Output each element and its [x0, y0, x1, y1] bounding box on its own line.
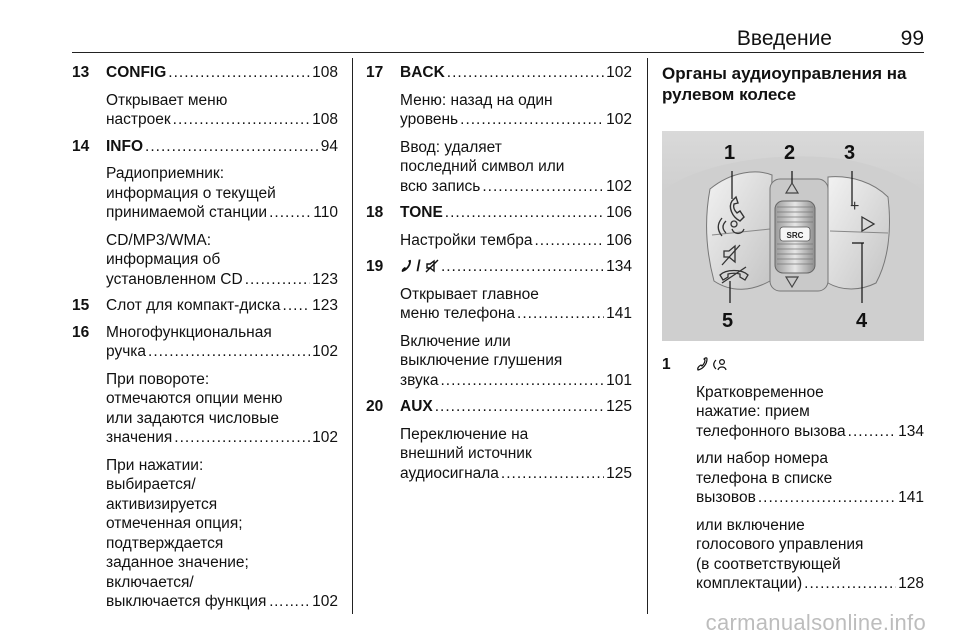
text-line: телефонного вызова: [696, 422, 846, 440]
text-line: всю запись: [400, 177, 481, 195]
text-line: Меню: назад на один: [400, 91, 553, 109]
page-ref: 106: [606, 231, 632, 249]
section-title-line: рулевом колесе: [662, 85, 797, 104]
page-ref: 102: [606, 111, 632, 128]
text-line: последний символ или: [400, 158, 565, 175]
callout-1: 1: [724, 142, 736, 164]
page-ref: 128: [898, 575, 924, 592]
entry-number: 20: [366, 398, 384, 415]
page-ref: 125: [606, 398, 632, 415]
text-line: ручка: [106, 343, 147, 360]
text-line: отмечаются опции меню: [106, 390, 283, 407]
text-line: звука: [400, 371, 439, 389]
page-ref: 102: [606, 64, 632, 81]
page-ref: 123: [312, 270, 338, 288]
text-line: установленном CD: [106, 270, 243, 288]
text-line: Многофункциональная: [106, 323, 272, 341]
entry-paragraph: [400, 138, 632, 197]
text-line: подтверждается: [106, 534, 224, 552]
text-line: принимаемой станции: [106, 204, 268, 221]
entry-paragraph: [106, 91, 338, 130]
entry-18: [366, 203, 632, 250]
page-ref: 123: [312, 297, 338, 314]
column-divider: [647, 58, 648, 614]
text-line: или набор номера: [696, 450, 828, 467]
entry-label: [696, 355, 728, 375]
entry-number: 17: [366, 64, 384, 81]
entry-paragraph: [106, 456, 338, 612]
header-rule: [72, 52, 924, 53]
entry-number: 19: [366, 258, 384, 275]
page-ref: 141: [606, 305, 632, 322]
mute-icon: [425, 259, 439, 273]
entry-paragraph: [696, 383, 924, 442]
entry-paragraph: [400, 285, 632, 324]
text-line: включается/: [106, 573, 194, 591]
page-ref: 110: [313, 204, 338, 221]
entry-1: [662, 355, 924, 594]
section-title: [662, 63, 924, 105]
entry-13: [72, 63, 338, 130]
steering-wheel-controls-figure: [662, 131, 924, 341]
entry-label: TONE: [400, 204, 443, 221]
text-line: или включение: [696, 516, 805, 534]
page-title: Введение: [736, 27, 832, 50]
page-ref: 102: [312, 343, 338, 360]
entry-paragraph: [106, 231, 338, 290]
entry-14: [72, 137, 338, 290]
entry-19: [366, 257, 632, 390]
callout-4: 4: [856, 310, 868, 332]
text-line: выбирается/: [106, 476, 196, 493]
text-line: информация о текущей: [106, 184, 276, 202]
entry-20: [366, 397, 632, 483]
text-line: комплектации): [696, 575, 803, 592]
entry-number: 18: [366, 204, 384, 221]
entry-number: 13: [72, 64, 90, 81]
callout-2: 2: [784, 142, 796, 164]
page-ref: 108: [312, 64, 338, 81]
entry-paragraph: [696, 516, 924, 594]
text-line: Слот для компакт-диска: [106, 297, 281, 314]
text-line: Включение или: [400, 332, 511, 350]
page-ref: 141: [898, 489, 924, 506]
text-line: меню телефона: [400, 305, 516, 322]
callout-5: 5: [722, 310, 734, 332]
page-ref: 134: [606, 258, 632, 275]
text-line: значения: [106, 429, 173, 446]
entry-16: [72, 323, 338, 612]
text-line: отмеченная опция;: [106, 515, 243, 532]
entry-paragraph: [400, 332, 632, 391]
text-line: Настройки тембра: [400, 231, 533, 249]
watermark: carmanualsonline.info: [705, 610, 926, 635]
column-3: [662, 63, 924, 594]
phone-icon: [400, 259, 412, 273]
src-label: SRC: [786, 231, 804, 240]
page-ref: 101: [606, 371, 632, 389]
phone-icon: [696, 357, 708, 371]
entry-paragraph: [106, 370, 338, 448]
column-1: [72, 63, 338, 612]
page-ref: 134: [898, 422, 924, 440]
text-line: выключается функция: [106, 593, 267, 610]
label-separator: /: [416, 258, 421, 275]
text-line: аудиосигнала: [400, 464, 499, 482]
entry-label: CONFIG: [106, 64, 167, 81]
text-line: телефона в списке: [696, 469, 833, 487]
text-line: внешний источник: [400, 445, 532, 462]
text-line: Переключение на: [400, 425, 529, 443]
column-2: [366, 63, 632, 483]
text-line: CD/MP3/WMA:: [106, 231, 212, 249]
text-line: информация об: [106, 251, 221, 268]
text-line: выключение глушения: [400, 352, 563, 369]
entry-paragraph: [400, 425, 632, 484]
text-line: При повороте:: [106, 370, 210, 388]
entry-label: INFO: [106, 137, 144, 155]
page-ref: 102: [606, 177, 632, 195]
text-line: Открывает главное: [400, 285, 539, 303]
text-line: Ввод: удаляет: [400, 138, 502, 156]
page-ref: 102: [312, 593, 338, 610]
entry-label: [400, 257, 439, 277]
entry-number: 16: [72, 323, 90, 341]
text-line: заданное значение;: [106, 554, 249, 571]
entry-label: AUX: [400, 398, 433, 415]
entry-label: BACK: [400, 64, 445, 81]
entry-paragraph: [696, 449, 924, 508]
text-line: При нажатии:: [106, 456, 204, 474]
text-line: (в соответствующей: [696, 555, 841, 573]
column-divider: [352, 58, 353, 614]
entry-number: 1: [662, 356, 671, 373]
text-line: активизируется: [106, 495, 218, 513]
text-line: настроек: [106, 111, 171, 128]
text-line: Радиоприемник:: [106, 165, 225, 182]
page-ref: 106: [606, 204, 632, 221]
text-line: уровень: [400, 111, 459, 128]
text-line: Открывает меню: [106, 91, 228, 109]
text-line: Кратковременное: [696, 383, 824, 401]
page-ref: 108: [312, 111, 338, 128]
entry-number: 14: [72, 137, 90, 155]
entry-paragraph: [400, 91, 632, 130]
page-ref: 102: [312, 429, 338, 446]
page-header: [0, 0, 960, 50]
section-title-line: Органы аудиоуправления на: [662, 64, 907, 83]
steering-wheel-illustration: [662, 131, 924, 341]
entry-paragraph: [106, 164, 338, 223]
text-line: голосового управления: [696, 536, 864, 553]
text-line: вызовов: [696, 489, 756, 506]
callout-3: 3: [844, 142, 856, 164]
entry-number: 15: [72, 297, 90, 314]
page-number: 99: [900, 27, 924, 50]
text-line: нажатие: прием: [696, 403, 810, 420]
plus-icon: +: [850, 198, 860, 215]
entry-17: [366, 63, 632, 196]
page-ref: 94: [320, 137, 338, 155]
text-line: или задаются числовые: [106, 409, 280, 427]
voice-icon: [712, 357, 728, 371]
page-ref: 125: [606, 464, 632, 482]
entry-15: [72, 296, 338, 316]
entry-paragraph: [400, 231, 632, 251]
